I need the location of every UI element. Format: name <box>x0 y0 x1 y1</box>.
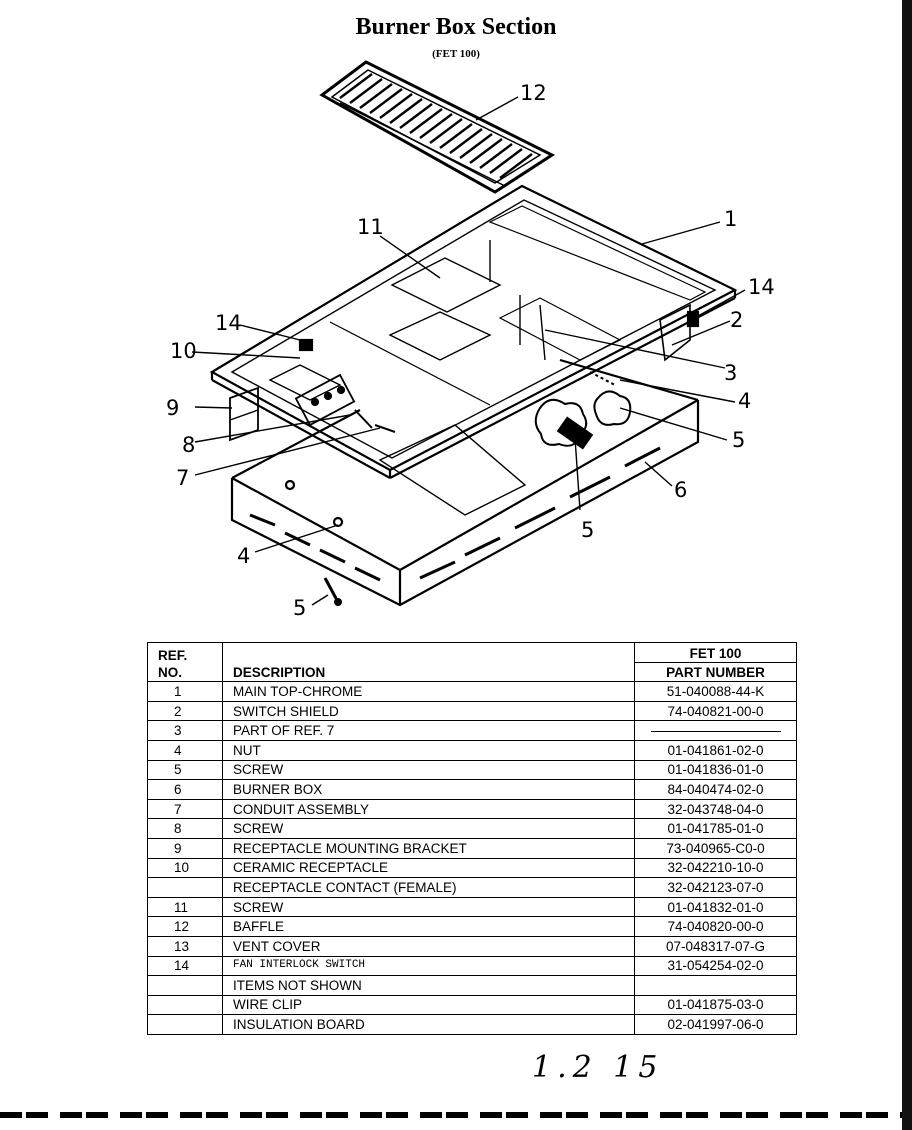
cell-description: ITEMS NOT SHOWN <box>223 976 635 996</box>
table-row <box>148 976 797 996</box>
cell-ref: 14 <box>148 956 223 976</box>
cell-description: SWITCH SHIELD <box>223 701 635 721</box>
cell-part-number: 32-042210-10-0 <box>635 858 797 878</box>
cell-ref: 11 <box>148 897 223 917</box>
cell-ref: 1 <box>148 682 223 702</box>
cell-part-number: 02-041997-06-0 <box>635 1015 797 1035</box>
cell-part-number: 01-041875-03-0 <box>635 995 797 1015</box>
cell-part-number: 74-040820-00-0 <box>635 917 797 937</box>
parts-table-body <box>148 682 797 1035</box>
table-row <box>148 760 797 780</box>
table-row <box>148 897 797 917</box>
table-row <box>148 780 797 800</box>
cell-description: BURNER BOX <box>223 780 635 800</box>
cell-part-number: 01-041836-01-0 <box>635 760 797 780</box>
table-row <box>148 917 797 937</box>
cell-ref: 13 <box>148 936 223 956</box>
vent-cover-drawing <box>322 62 552 192</box>
cell-description: VENT COVER <box>223 936 635 956</box>
cell-ref: 5 <box>148 760 223 780</box>
callout-3: 3 <box>724 361 738 385</box>
cell-part-number: 84-040474-02-0 <box>635 780 797 800</box>
table-row <box>148 858 797 878</box>
cell-ref: 2 <box>148 701 223 721</box>
cell-ref: 7 <box>148 799 223 819</box>
page-title: Burner Box Section <box>355 14 557 40</box>
cell-part-number: 73-040965-C0-0 <box>635 838 797 858</box>
header-ref-no <box>148 643 223 682</box>
cell-description: SCREW <box>223 819 635 839</box>
callout-14-right: 14 <box>748 275 775 299</box>
exploded-parts-diagram <box>160 55 790 625</box>
cell-ref <box>148 976 223 996</box>
cell-part-number: 32-043748-04-0 <box>635 799 797 819</box>
cell-part-number: 74-040821-00-0 <box>635 701 797 721</box>
burner-box-drawing <box>232 360 698 605</box>
no-part-dash <box>651 731 781 732</box>
callout-4-left: 4 <box>237 544 251 568</box>
table-row <box>148 701 797 721</box>
cell-ref: 4 <box>148 740 223 760</box>
header-model: FET 100 <box>635 643 797 663</box>
callout-13: 12 <box>520 81 547 105</box>
cell-ref <box>148 1015 223 1035</box>
cell-part-number: 32-042123-07-0 <box>635 878 797 898</box>
callout-8: 7 <box>176 466 190 490</box>
cell-description: RECEPTACLE CONTACT (FEMALE) <box>223 878 635 898</box>
table-row <box>148 956 797 976</box>
table-row <box>148 878 797 898</box>
cell-description: WIRE CLIP <box>223 995 635 1015</box>
cell-part-number: 31-054254-02-0 <box>635 956 797 976</box>
cell-ref: 8 <box>148 819 223 839</box>
callout-6: 6 <box>674 478 688 502</box>
cell-ref: 9 <box>148 838 223 858</box>
table-row <box>148 1015 797 1035</box>
table-row <box>148 740 797 760</box>
cell-description: FAN INTERLOCK SWITCH <box>223 956 635 976</box>
cell-part-number: 51-040088-44-K <box>635 682 797 702</box>
cell-ref <box>148 995 223 1015</box>
table-header-row-1 <box>148 643 797 663</box>
cell-description: NUT <box>223 740 635 760</box>
callout-12: 11 <box>357 215 384 239</box>
cell-description: PART OF REF. 7 <box>223 721 635 741</box>
cell-part-number <box>635 721 797 741</box>
scan-edge <box>902 0 912 1130</box>
cell-ref: 6 <box>148 780 223 800</box>
cell-part-number: 07-048317-07-G <box>635 936 797 956</box>
table-row <box>148 799 797 819</box>
cell-description: SCREW <box>223 897 635 917</box>
header-part-number: PART NUMBER <box>635 662 797 682</box>
cell-ref: 12 <box>148 917 223 937</box>
page-subtitle: (FET 100) <box>432 48 480 60</box>
cell-part-number <box>635 976 797 996</box>
table-row <box>148 936 797 956</box>
callout-7: 5 <box>581 518 595 542</box>
header-ref-line1: REF. <box>158 648 188 663</box>
handwritten-note: 1.2 15 <box>532 1050 664 1085</box>
callout-11: 10 <box>170 339 197 363</box>
callout-9: 8 <box>182 433 196 457</box>
table-row <box>148 721 797 741</box>
cell-description: SCREW <box>223 760 635 780</box>
cell-description: CERAMIC RECEPTACLE <box>223 858 635 878</box>
header-ref-line2: NO. <box>158 665 183 680</box>
scan-bottom-artifact <box>0 1112 902 1118</box>
cell-description: RECEPTACLE MOUNTING BRACKET <box>223 838 635 858</box>
cell-description: CONDUIT ASSEMBLY <box>223 799 635 819</box>
table-row <box>148 838 797 858</box>
callout-5-right: 5 <box>732 428 746 452</box>
callout-2: 2 <box>730 308 744 332</box>
table-row <box>148 682 797 702</box>
table-row <box>148 995 797 1015</box>
cell-ref <box>148 878 223 898</box>
header-description: DESCRIPTION <box>223 643 635 682</box>
callout-10: 9 <box>166 396 180 420</box>
cell-ref: 3 <box>148 721 223 741</box>
callout-4-right: 4 <box>738 389 752 413</box>
parts-table <box>147 642 797 1035</box>
cell-part-number: 01-041785-01-0 <box>635 819 797 839</box>
cell-description: BAFFLE <box>223 917 635 937</box>
callout-14-left: 14 <box>215 311 242 335</box>
main-top-chrome-drawing <box>212 186 738 478</box>
callout-1: 1 <box>724 207 738 231</box>
cell-part-number: 01-041832-01-0 <box>635 897 797 917</box>
callout-5-left: 5 <box>293 596 307 620</box>
cell-description: INSULATION BOARD <box>223 1015 635 1035</box>
cell-ref: 10 <box>148 858 223 878</box>
cell-description: MAIN TOP-CHROME <box>223 682 635 702</box>
table-row <box>148 819 797 839</box>
cell-part-number: 01-041861-02-0 <box>635 740 797 760</box>
